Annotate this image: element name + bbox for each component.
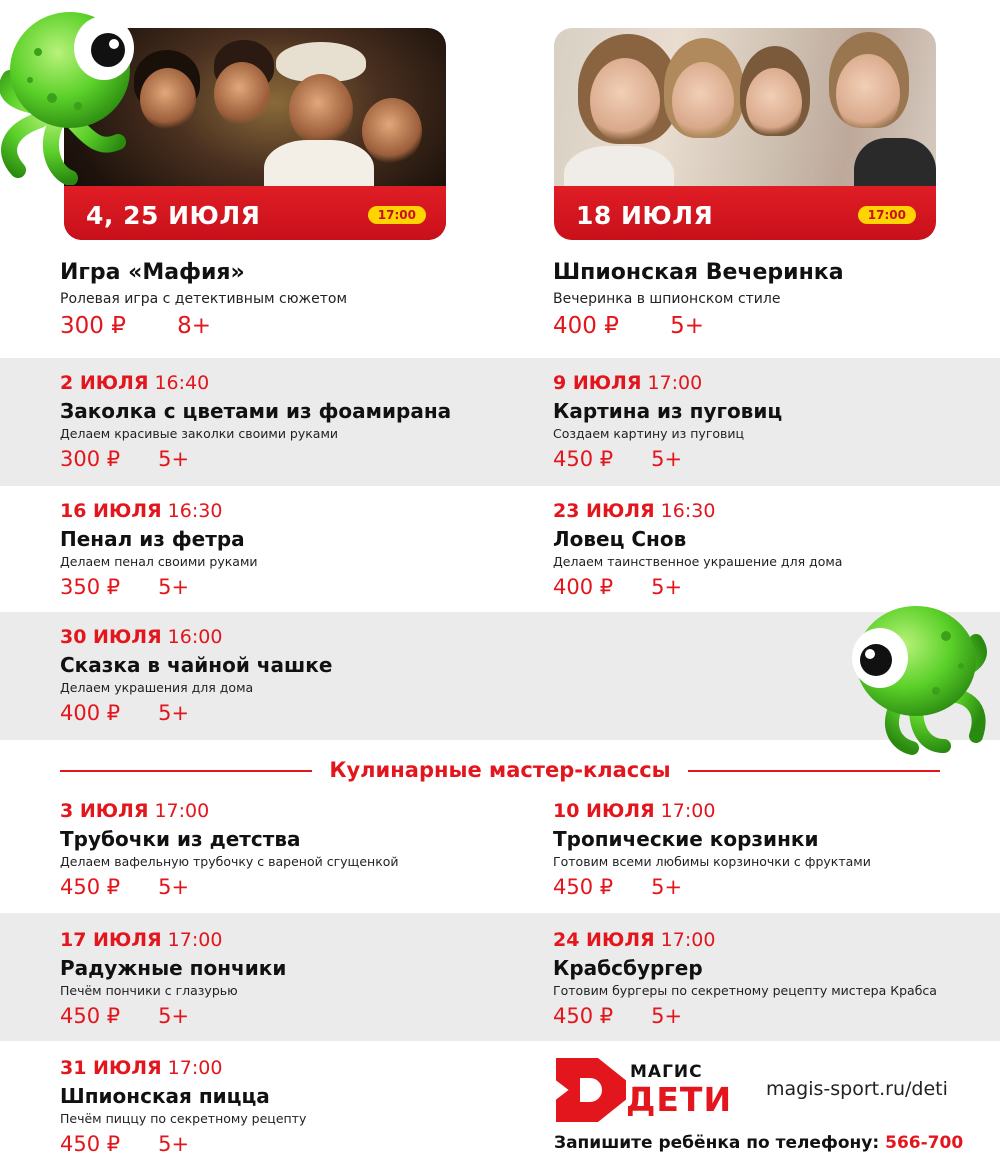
event-time: 17:00 xyxy=(154,800,210,822)
event-title: Шпионская пицца xyxy=(60,1084,270,1108)
price-row xyxy=(553,312,973,340)
event-price: 450 ₽ xyxy=(60,875,121,899)
event-item xyxy=(60,1056,480,1158)
event-item xyxy=(60,371,480,473)
price-row xyxy=(60,699,480,727)
octopus-mascot-icon xyxy=(826,596,996,756)
event-time: 17:00 xyxy=(167,1057,223,1079)
event-title: Ловец Снов xyxy=(553,527,687,551)
event-title: Пенал из фетра xyxy=(60,527,245,551)
age-limit: 5+ xyxy=(158,875,190,899)
event-item xyxy=(553,371,973,473)
event-description: Печём пончики с глазурью xyxy=(60,983,238,998)
event-price: 450 ₽ xyxy=(553,875,614,899)
event-time: 17:00 xyxy=(660,800,716,822)
event-item xyxy=(60,799,480,901)
age-limit: 5+ xyxy=(158,1004,190,1028)
event-time: 17:00 xyxy=(167,929,223,951)
event-item xyxy=(553,928,973,1030)
event-item xyxy=(60,625,480,727)
event-date: 24 ИЮЛЯ 17:00 xyxy=(553,929,716,951)
age-limit: 5+ xyxy=(158,701,190,725)
event-item xyxy=(553,499,973,601)
event-date: 16 ИЮЛЯ 16:30 xyxy=(60,500,223,522)
event-price: 350 ₽ xyxy=(60,575,121,599)
phone-line xyxy=(554,1133,963,1153)
magis-deti-logo[interactable] xyxy=(556,1058,746,1122)
event-description: Создаем картину из пуговиц xyxy=(553,426,745,441)
event-date: 2 ИЮЛЯ 16:40 xyxy=(60,372,210,394)
age-limit: 5+ xyxy=(651,1004,683,1028)
event-description: Делаем пенал своими руками xyxy=(60,554,258,569)
photo-date-strip xyxy=(64,186,446,240)
event-date: 23 ИЮЛЯ 16:30 xyxy=(553,500,716,522)
event-date: 9 ИЮЛЯ 17:00 xyxy=(553,372,703,394)
event-time: 16:30 xyxy=(660,500,716,522)
price-row xyxy=(553,573,973,601)
event-spy-party xyxy=(553,256,973,340)
event-description: Готовим всеми любимы корзиночки с фруктами xyxy=(553,854,871,869)
price-row xyxy=(60,1002,480,1030)
event-price: 450 ₽ xyxy=(553,1004,614,1028)
logo-small-text: МАГИС xyxy=(630,1062,703,1082)
time-badge: 17:00 xyxy=(368,206,426,224)
event-title: Заколка с цветами из фоамирана xyxy=(60,399,452,423)
event-item xyxy=(60,499,480,601)
event-description: Делаем вафельную трубочку с вареной сгущенкой xyxy=(60,854,399,869)
event-title: Картина из пуговиц xyxy=(553,399,783,423)
event-date: 17 ИЮЛЯ 17:00 xyxy=(60,929,223,951)
event-title: Трубочки из детства xyxy=(60,827,301,851)
event-description: Вечеринка в шпионском стиле xyxy=(553,291,781,307)
event-title: Шпионская Вечеринка xyxy=(553,260,844,285)
event-price: 400 ₽ xyxy=(553,313,619,339)
event-title: Сказка в чайной чашке xyxy=(60,653,333,677)
event-date: 31 ИЮЛЯ 17:00 xyxy=(60,1057,223,1079)
event-item xyxy=(553,799,973,901)
time-badge: 17:00 xyxy=(858,206,916,224)
event-price: 450 ₽ xyxy=(60,1004,121,1028)
event-price: 300 ₽ xyxy=(60,447,121,471)
event-time: 16:30 xyxy=(167,500,223,522)
age-limit: 8+ xyxy=(177,313,212,339)
event-description: Делаем красивые заколки своими руками xyxy=(60,426,339,441)
event-title: Игра «Мафия» xyxy=(60,260,245,285)
event-description: Делаем таинственное украшение для дома xyxy=(553,554,843,569)
section-title: Кулинарные мастер-классы xyxy=(329,758,671,782)
age-limit: 5+ xyxy=(158,575,190,599)
phone-label: Запишите ребёнка по телефону: xyxy=(554,1133,880,1153)
price-row xyxy=(60,573,480,601)
price-row xyxy=(553,1002,973,1030)
event-price: 400 ₽ xyxy=(553,575,614,599)
logo-big-text: ДЕТИ xyxy=(626,1080,733,1119)
event-time: 17:00 xyxy=(660,929,716,951)
age-limit: 5+ xyxy=(651,447,683,471)
age-limit: 5+ xyxy=(651,875,683,899)
photo-date-strip xyxy=(554,186,936,240)
event-price: 450 ₽ xyxy=(60,1132,121,1156)
price-row xyxy=(60,312,480,340)
spy-party-photo-card xyxy=(554,28,936,240)
photo-date: 4, 25 ИЮЛЯ xyxy=(86,201,261,230)
price-row xyxy=(553,873,973,901)
event-title: Крабсбургер xyxy=(553,956,703,980)
phone-number[interactable]: 566-700 xyxy=(885,1133,964,1153)
event-title: Радужные пончики xyxy=(60,956,287,980)
photo-date: 18 ИЮЛЯ xyxy=(576,201,714,230)
event-description: Печём пиццу по секретному рецепту xyxy=(60,1111,307,1126)
price-row xyxy=(553,445,973,473)
event-date: 10 ИЮЛЯ 17:00 xyxy=(553,800,716,822)
section-divider-right xyxy=(688,770,940,772)
age-limit: 5+ xyxy=(670,313,705,339)
age-limit: 5+ xyxy=(158,1132,190,1156)
age-limit: 5+ xyxy=(651,575,683,599)
event-description: Ролевая игра с детективным сюжетом xyxy=(60,291,348,307)
event-time: 16:40 xyxy=(154,372,210,394)
octopus-mascot-icon xyxy=(0,0,150,185)
event-item xyxy=(60,928,480,1030)
price-row xyxy=(60,873,480,901)
event-time: 17:00 xyxy=(647,372,703,394)
event-description: Готовим бургеры по секретному рецепту мистера Крабса xyxy=(553,983,937,998)
event-price: 300 ₽ xyxy=(60,313,126,339)
event-date: 3 ИЮЛЯ 17:00 xyxy=(60,800,210,822)
price-row xyxy=(60,1130,480,1158)
price-row xyxy=(60,445,480,473)
website-link[interactable]: magis-sport.ru/deti xyxy=(766,1078,948,1100)
event-price: 450 ₽ xyxy=(553,447,614,471)
age-limit: 5+ xyxy=(158,447,190,471)
event-description: Делаем украшения для дома xyxy=(60,680,254,695)
event-title: Тропические корзинки xyxy=(553,827,819,851)
event-time: 16:00 xyxy=(167,626,223,648)
event-date: 30 ИЮЛЯ 16:00 xyxy=(60,626,223,648)
event-price: 400 ₽ xyxy=(60,701,121,725)
section-divider-left xyxy=(60,770,312,772)
event-mafia xyxy=(60,256,480,340)
